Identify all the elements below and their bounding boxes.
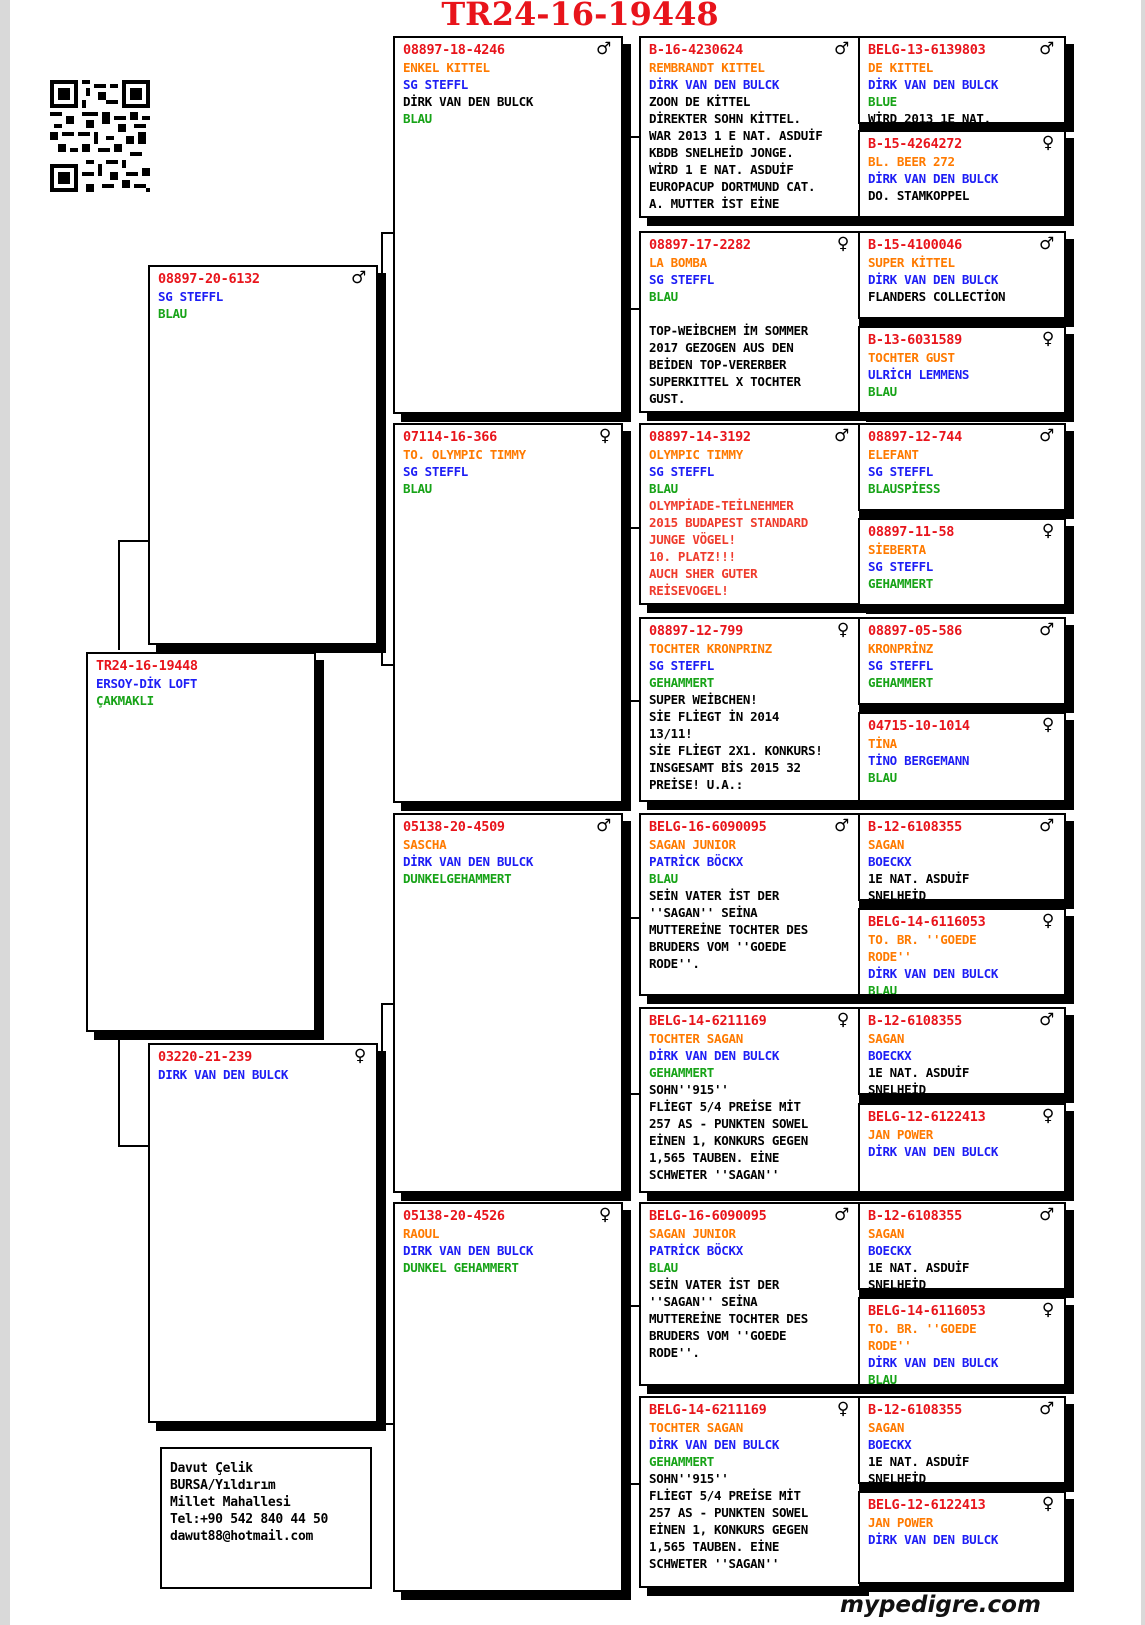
- ring-number: B-12-6108355: [868, 1013, 962, 1029]
- connector-line: [625, 527, 639, 529]
- color: BLAU: [403, 481, 432, 496]
- ring-number: 05138-20-4509: [403, 819, 505, 835]
- pigeon-card-dss[interactable]: [639, 813, 861, 996]
- color: GEHAMMERT: [868, 675, 934, 690]
- owner-contact-box: [160, 1447, 372, 1589]
- pigeon-card-g8[interactable]: [858, 712, 1066, 802]
- pigeon-name: TO. OLYMPIC TIMMY: [403, 447, 526, 462]
- male-sex-icon: ♂: [1039, 1205, 1054, 1225]
- pigeon-name: ENKEL KITTEL: [403, 60, 490, 75]
- connector-line: [381, 232, 383, 666]
- color: BLAU: [868, 384, 897, 399]
- ring-number: B-16-4230624: [649, 42, 743, 58]
- pigeon-card-ddd[interactable]: [639, 1396, 861, 1588]
- pigeon-name: OLYMPIC TIMMY: [649, 447, 743, 462]
- ring-number: B-12-6108355: [868, 819, 962, 835]
- female-sex-icon: ♀: [598, 426, 611, 446]
- female-sex-icon: ♀: [1041, 133, 1054, 153]
- ring-number: BELG-14-6211169: [649, 1013, 767, 1029]
- breeder: DİRK VAN DEN BULCK: [868, 77, 999, 92]
- pigeon-name: LA BOMBA: [649, 255, 707, 270]
- connector-line: [625, 1305, 627, 1485]
- color: BLAU: [158, 306, 187, 321]
- male-sex-icon: ♂: [1039, 1010, 1054, 1030]
- connector-line: [381, 1003, 393, 1005]
- breeder: BOECKX: [868, 1437, 912, 1452]
- pigeon-card-g1[interactable]: [858, 36, 1066, 124]
- pigeon-name: SAGAN: [868, 1420, 905, 1435]
- male-sex-icon: ♂: [351, 268, 366, 288]
- color: BLAUSPİESS: [868, 481, 941, 496]
- ring-number: 04715-10-1014: [868, 718, 970, 734]
- owner-district: Millet Mahallesi: [170, 1495, 291, 1510]
- ring-number: B-15-4264272: [868, 136, 962, 152]
- pigeon-name: TİNA: [868, 736, 897, 751]
- ring-number: B-13-6031589: [868, 332, 962, 348]
- ring-number: 08897-12-744: [868, 429, 962, 445]
- color: BLUE: [868, 94, 897, 109]
- color: GEHAMMERT: [649, 1065, 715, 1080]
- ring-number: 08897-18-4246: [403, 42, 505, 58]
- breeder: DİRK VAN DEN BULCK: [868, 1532, 999, 1547]
- pigeon-name: TO. BR. ''GOEDE RODE'': [868, 932, 977, 964]
- ring-number: BELG-12-6122413: [868, 1497, 986, 1513]
- connector-line: [625, 136, 627, 310]
- ring-number: 08897-11-58: [868, 524, 955, 540]
- male-sex-icon: ♂: [1039, 234, 1054, 254]
- breeder: ULRİCH LEMMENS: [868, 367, 970, 382]
- pigeon-card-ssd[interactable]: [639, 231, 861, 413]
- ring-number: 08897-20-6132: [158, 271, 260, 287]
- pigeon-name: SAGAN: [868, 1031, 905, 1046]
- pigeon-note: SEİN VATER İST DER ''SAGAN'' SEİNA MUTTEREİNE TOCHTER DES BRUDERS VOM ''GOEDE RODE''.: [649, 1277, 808, 1360]
- connector-line: [625, 917, 627, 1095]
- pigeon-note: 1E NAT. ASDUİF SNELHEİD: [868, 871, 970, 901]
- breeder: SG STEFFL: [649, 464, 715, 479]
- ring-number: 05138-20-4526: [403, 1208, 505, 1224]
- owner-email: dawut88@hotmail.com: [170, 1529, 314, 1544]
- pigeon-name: SİEBERTA: [868, 542, 926, 557]
- female-sex-icon: ♀: [836, 620, 849, 640]
- male-sex-icon: ♂: [834, 39, 849, 59]
- pigeon-name: SAGAN JUNIOR: [649, 1226, 736, 1241]
- ring-number: BELG-14-6211169: [649, 1402, 767, 1418]
- breeder: DİRK VAN DEN BULCK: [868, 272, 999, 287]
- pigeon-note: SUPER WEİBCHEN! SİE FLİEGT İN 2014 13/11! SİE FLİEGT 2X1. KONKURS! INSGESAMT BİS 2015 32 PREİSE! U.A.:: [649, 692, 823, 792]
- female-sex-icon: ♀: [836, 234, 849, 254]
- breeder: PATRİCK BÖCKX: [649, 854, 743, 869]
- ring-number: 08897-05-586: [868, 623, 962, 639]
- pigeon-card-g14[interactable]: [858, 1297, 1066, 1386]
- breeder: ERSOY-DİK LOFT: [96, 676, 198, 691]
- male-sex-icon: ♂: [596, 39, 611, 59]
- color: BLAU: [649, 1260, 678, 1275]
- owner-note: DİRK VAN DEN BULCK: [403, 94, 534, 109]
- breeder: PATRİCK BÖCKX: [649, 1243, 743, 1258]
- pigeon-card-dam-dam[interactable]: [393, 1202, 623, 1592]
- pigeon-name: TOCHTER SAGAN: [649, 1031, 743, 1046]
- breeder: DİRK VAN DEN BULCK: [868, 1355, 999, 1370]
- breeder: DİRK VAN DEN BULCK: [868, 171, 999, 186]
- female-sex-icon: ♀: [1041, 329, 1054, 349]
- male-sex-icon: ♂: [1039, 1399, 1054, 1419]
- connector-line: [625, 136, 639, 138]
- ring-number: BELG-16-6090095: [649, 1208, 767, 1224]
- pigeon-note: 1E NAT. ASDUİF SNELHEİD: [868, 1260, 970, 1290]
- male-sex-icon: ♂: [1039, 39, 1054, 59]
- pigeon-card-g10[interactable]: [858, 908, 1066, 996]
- breeder: DİRK VAN DEN BULCK: [403, 854, 534, 869]
- pigeon-name: TOCHTER GUST: [868, 350, 955, 365]
- breeder: DİRK VAN DEN BULCK: [649, 77, 780, 92]
- pedigree-title: TR24-16-19448: [441, 0, 719, 33]
- ring-number: BELG-14-6116053: [868, 914, 986, 930]
- ring-number: B-15-4100046: [868, 237, 962, 253]
- pigeon-name: DE KITTEL: [868, 60, 934, 75]
- connector-line: [118, 540, 120, 650]
- breeder: SG STEFFL: [649, 658, 715, 673]
- breeder: DIRK VAN DEN BULCK: [158, 1067, 289, 1082]
- breeder: DİRK VAN DEN BULCK: [868, 966, 999, 981]
- pigeon-name: TOCHTER SAGAN: [649, 1420, 743, 1435]
- pigeon-note: OLYMPİADE-TEİLNEHMER 2015 BUDAPEST STANDARD JUNGE VÖGEL! 10. PLATZ!!! AUCH SHER GUTER REİSEVOGEL!: [649, 498, 808, 598]
- breeder: SG STEFFL: [158, 289, 224, 304]
- owner-phone: Tel:+90 542 840 44 50: [170, 1512, 329, 1527]
- connector-line: [118, 1035, 120, 1147]
- male-sex-icon: ♂: [834, 1205, 849, 1225]
- connector-line: [625, 917, 639, 919]
- pigeon-name: SASCHA: [403, 837, 447, 852]
- color: ÇAKMAKLI: [96, 693, 154, 708]
- pigeon-card-dam[interactable]: [148, 1043, 378, 1423]
- female-sex-icon: ♀: [598, 1205, 611, 1225]
- connector-line: [118, 1145, 148, 1147]
- site-watermark: mypedigre.com: [840, 1592, 1041, 1618]
- pigeon-card-sds[interactable]: [639, 423, 861, 605]
- ring-number: TR24-16-19448: [96, 658, 198, 674]
- pigeon-name: BL. BEER 272: [868, 154, 955, 169]
- pigeon-name: SAGAN: [868, 837, 905, 852]
- male-sex-icon: ♂: [834, 426, 849, 446]
- pigeon-card-sire-sire[interactable]: [393, 36, 623, 414]
- pigeon-name: SAGAN JUNIOR: [649, 837, 736, 852]
- female-sex-icon: ♀: [836, 1010, 849, 1030]
- color: BLAU: [868, 983, 897, 996]
- connector-line: [625, 1305, 639, 1307]
- page-margin-right: [1141, 0, 1145, 1625]
- pigeon-name: REMBRANDT KITTEL: [649, 60, 765, 75]
- pigeon-card-g16[interactable]: [858, 1491, 1066, 1584]
- pigeon-note: SEİN VATER İST DER ''SAGAN'' SEİNA MUTTEREİNE TOCHTER DES BRUDERS VOM ''GOEDE RODE''.: [649, 888, 808, 971]
- pigeon-card-g5[interactable]: [858, 423, 1066, 511]
- ring-number: B-12-6108355: [868, 1402, 962, 1418]
- color: DUNKELGEHAMMERT: [403, 871, 512, 886]
- pigeon-card-g15[interactable]: [858, 1396, 1066, 1484]
- pigeon-note: 1E NAT. ASDUİF SNELHEİD: [868, 1065, 970, 1095]
- breeder: DIRK VAN DEN BULCK: [403, 1243, 534, 1258]
- breeder: BOECKX: [868, 1048, 912, 1063]
- color: GEHAMMERT: [868, 576, 934, 591]
- breeder: SG STEFFL: [868, 658, 934, 673]
- pigeon-name: KRONPRİNZ: [868, 641, 934, 656]
- pigeon-note: SOHN''915'' FLİEGT 5/4 PREİSE MİT 257 AS - PUNKTEN SOWEL EİNEN 1, KONKURS GEGEN 1,565 TAUBEN. EİNE SCHWETER ''SAGAN'': [649, 1471, 808, 1571]
- ring-number: B-12-6108355: [868, 1208, 962, 1224]
- female-sex-icon: ♀: [353, 1046, 366, 1066]
- pigeon-name: SAGAN: [868, 1226, 905, 1241]
- pigeon-name: RAOUL: [403, 1226, 440, 1241]
- connector-line: [625, 1483, 639, 1485]
- female-sex-icon: ♀: [1041, 1106, 1054, 1126]
- pigeon-card-g11[interactable]: [858, 1007, 1066, 1095]
- ring-number: 08897-14-3192: [649, 429, 751, 445]
- color: GEHAMMERT: [649, 1454, 715, 1469]
- male-sex-icon: ♂: [1039, 816, 1054, 836]
- pigeon-card-g7[interactable]: [858, 617, 1066, 705]
- color: BLAU: [868, 1372, 897, 1386]
- pigeon-note: FLANDERS COLLECTİON: [868, 289, 1006, 304]
- ring-number: 07114-16-366: [403, 429, 497, 445]
- color: BLAU: [403, 111, 432, 126]
- pigeon-card-g12[interactable]: [858, 1103, 1066, 1193]
- connector-line: [625, 527, 627, 702]
- female-sex-icon: ♀: [1041, 911, 1054, 931]
- breeder: DİRK VAN DEN BULCK: [649, 1437, 780, 1452]
- color: BLAU: [649, 289, 678, 304]
- pigeon-card-g2[interactable]: [858, 130, 1066, 218]
- pigeon-note: TOP-WEİBCHEM İM SOMMER 2017 GEZOGEN AUS DEN BEİDEN TOP-VERERBER SUPERKITTEL X TOCHTER GUST.: [649, 323, 808, 406]
- pigeon-card-dsd[interactable]: [639, 1007, 861, 1193]
- pigeon-card-g13[interactable]: [858, 1202, 1066, 1290]
- pigeon-card-dds[interactable]: [639, 1202, 861, 1386]
- male-sex-icon: ♂: [834, 816, 849, 836]
- color: BLAU: [649, 871, 678, 886]
- breeder: TİNO BERGEMANN: [868, 753, 970, 768]
- pigeon-name: JAN POWER: [868, 1127, 934, 1142]
- pigeon-card-g6[interactable]: [858, 518, 1066, 606]
- connector-line: [625, 308, 639, 310]
- page-margin-left: [0, 0, 10, 1625]
- female-sex-icon: ♀: [1041, 1300, 1054, 1320]
- color: BLAU: [649, 481, 678, 496]
- ring-number: 03220-21-239: [158, 1049, 252, 1065]
- qr-code-icon: [50, 80, 150, 192]
- female-sex-icon: ♀: [1041, 1494, 1054, 1514]
- connector-line: [381, 664, 393, 666]
- pigeon-name: JAN POWER: [868, 1515, 934, 1530]
- breeder: SG STEFFL: [868, 464, 934, 479]
- pigeon-note: 1E NAT. ASDUİF SNELHEİD: [868, 1454, 970, 1484]
- ring-number: BELG-16-6090095: [649, 819, 767, 835]
- male-sex-icon: ♂: [1039, 620, 1054, 640]
- pigeon-card-g4[interactable]: [858, 326, 1066, 414]
- female-sex-icon: ♀: [836, 1399, 849, 1419]
- owner-city: BURSA/Yıldırım: [170, 1478, 276, 1493]
- pigeon-name: ELEFANT: [868, 447, 919, 462]
- female-sex-icon: ♀: [1041, 715, 1054, 735]
- connector-line: [625, 1093, 639, 1095]
- connector-line: [118, 540, 148, 542]
- pigeon-name: TO. BR. ''GOEDE RODE'': [868, 1321, 977, 1353]
- connector-line: [625, 700, 639, 702]
- ring-number: 08897-17-2282: [649, 237, 751, 253]
- pigeon-note: ZOON DE KİTTEL DİREKTER SOHN KİTTEL. WAR 2013 1 E NAT. ASDUİF KBDB SNELHEİD JONGE. WİRD 1 E NAT. ASDUİF EUROPACUP DORTMUND CAT. A. MUTTER İST EİNE: [649, 94, 823, 211]
- ring-number: 08897-12-799: [649, 623, 743, 639]
- male-sex-icon: ♂: [596, 816, 611, 836]
- male-sex-icon: ♂: [1039, 426, 1054, 446]
- pigeon-name: SUPER KİTTEL: [868, 255, 955, 270]
- pigeon-card-sire-dam[interactable]: [393, 423, 623, 803]
- pigeon-card-dam-sire[interactable]: [393, 813, 623, 1193]
- owner-name: Davut Çelik: [170, 1461, 253, 1476]
- color: DUNKEL GEHAMMERT: [403, 1260, 519, 1275]
- breeder: DİRK VAN DEN BULCK: [868, 1144, 999, 1159]
- breeder: DİRK VAN DEN BULCK: [649, 1048, 780, 1063]
- pigeon-card-sdd[interactable]: [639, 617, 861, 802]
- pigeon-card-subject[interactable]: [86, 652, 316, 1032]
- breeder: BOECKX: [868, 854, 912, 869]
- pigeon-note: SOHN''915'' FLİEGT 5/4 PREİSE MİT 257 AS - PUNKTEN SOWEL EİNEN 1, KONKURS GEGEN 1,565 TAUBEN. EİNE SCHWETER ''SAGAN'': [649, 1082, 808, 1182]
- ring-number: BELG-13-6139803: [868, 42, 986, 58]
- breeder: SG STEFFL: [403, 77, 469, 92]
- female-sex-icon: ♀: [1041, 521, 1054, 541]
- ring-number: BELG-14-6116053: [868, 1303, 986, 1319]
- breeder: SG STEFFL: [868, 559, 934, 574]
- breeder: BOECKX: [868, 1243, 912, 1258]
- color: GEHAMMERT: [649, 675, 715, 690]
- connector-line: [381, 1003, 383, 1425]
- pigeon-card-sss[interactable]: [639, 36, 861, 218]
- connector-line: [381, 232, 393, 234]
- pigeon-card-g3[interactable]: [858, 231, 1066, 319]
- breeder: SG STEFFL: [403, 464, 469, 479]
- pigeon-card-sire[interactable]: [148, 265, 378, 645]
- connector-line: [381, 1423, 393, 1425]
- color: BLAU: [868, 770, 897, 785]
- breeder: SG STEFFL: [649, 272, 715, 287]
- pigeon-card-g9[interactable]: [858, 813, 1066, 901]
- ring-number: BELG-12-6122413: [868, 1109, 986, 1125]
- pigeon-name: TOCHTER KRONPRINZ: [649, 641, 772, 656]
- pigeon-note: DO. STAMKOPPEL: [868, 188, 970, 203]
- pigeon-note: WİRD 2013 1E NAT.: [868, 111, 991, 124]
